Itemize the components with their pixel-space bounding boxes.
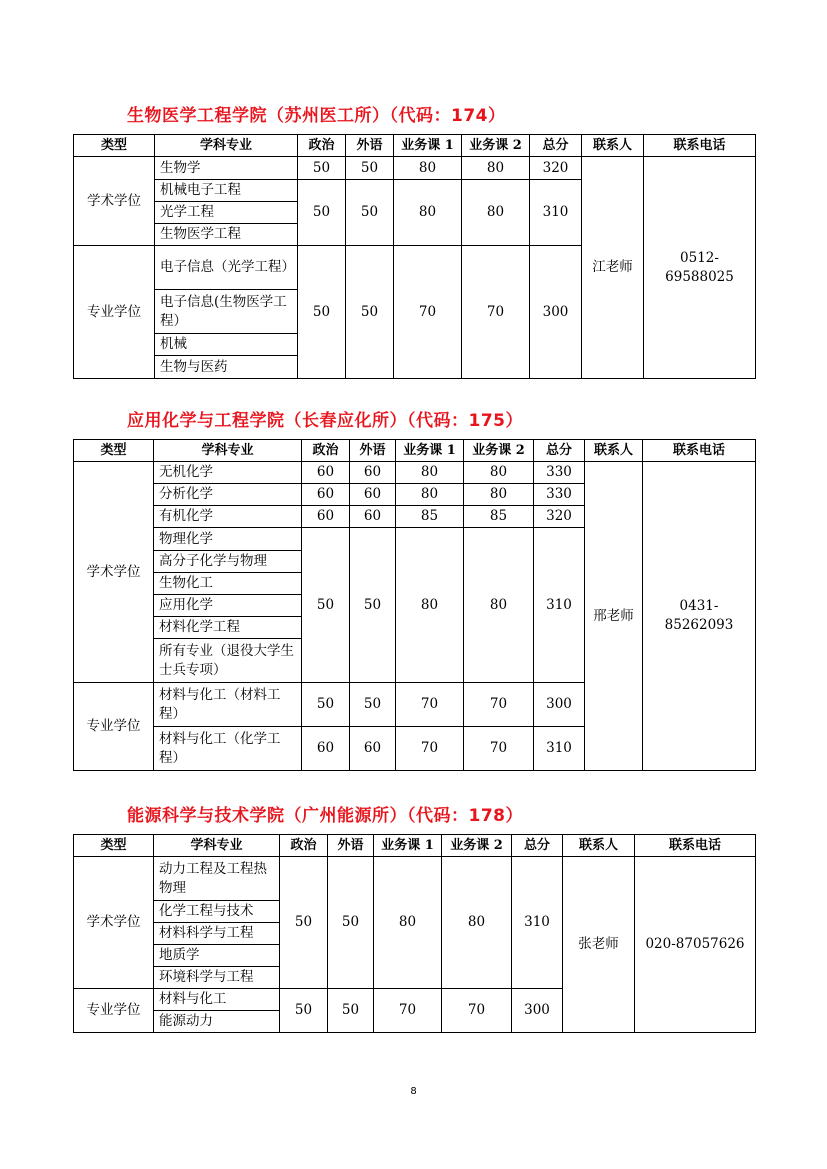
header-contact: 联系人 bbox=[563, 835, 635, 857]
score-course2: 80 bbox=[464, 528, 534, 683]
major-cell: 生物学 bbox=[155, 157, 298, 180]
header-type: 类型 bbox=[74, 440, 154, 462]
score-course2: 80 bbox=[462, 180, 530, 246]
major-cell: 能源动力 bbox=[154, 1011, 280, 1033]
header-contact: 联系人 bbox=[585, 440, 643, 462]
header-major: 学科专业 bbox=[155, 135, 298, 157]
major-cell: 化学工程与技术 bbox=[154, 901, 280, 923]
header-politics: 政治 bbox=[280, 835, 328, 857]
score-course1: 80 bbox=[396, 528, 464, 683]
score-course2: 80 bbox=[442, 857, 512, 989]
section-title-175: 应用化学与工程学院（长春应化所）（代码：175） bbox=[127, 411, 523, 431]
score-total: 330 bbox=[534, 484, 585, 506]
section-title-174: 生物医学工程学院（苏州医工所）（代码：174） bbox=[127, 106, 506, 126]
score-language: 50 bbox=[350, 683, 396, 727]
contact-phone-cell: 020-87057626 bbox=[635, 857, 756, 1033]
score-total: 300 bbox=[534, 683, 585, 727]
score-course2: 80 bbox=[464, 484, 534, 506]
header-total: 总分 bbox=[534, 440, 585, 462]
contact-person-cell: 江老师 bbox=[582, 157, 644, 379]
degree-type-cell: 专业学位 bbox=[74, 246, 155, 379]
header-course1: 业务课 1 bbox=[374, 835, 442, 857]
score-politics: 50 bbox=[298, 180, 346, 246]
score-total: 310 bbox=[530, 180, 582, 246]
score-total: 300 bbox=[512, 989, 563, 1033]
score-politics: 50 bbox=[298, 246, 346, 379]
score-course2: 85 bbox=[464, 506, 534, 528]
major-cell: 材料与化工（材料工程） bbox=[154, 683, 302, 727]
major-cell: 材料科学与工程 bbox=[154, 923, 280, 945]
header-language: 外语 bbox=[350, 440, 396, 462]
header-phone: 联系电话 bbox=[643, 440, 756, 462]
header-type: 类型 bbox=[74, 835, 154, 857]
major-cell: 动力工程及工程热物理 bbox=[154, 857, 280, 901]
major-cell: 机械 bbox=[155, 334, 298, 356]
major-cell: 有机化学 bbox=[154, 506, 302, 528]
header-total: 总分 bbox=[530, 135, 582, 157]
score-course1: 80 bbox=[396, 484, 464, 506]
score-total: 310 bbox=[512, 857, 563, 989]
table-header-row bbox=[74, 835, 756, 857]
score-total: 300 bbox=[530, 246, 582, 379]
score-course1: 80 bbox=[394, 157, 462, 180]
header-course1: 业务课 1 bbox=[396, 440, 464, 462]
score-language: 50 bbox=[346, 180, 394, 246]
score-language: 50 bbox=[350, 528, 396, 683]
score-total: 330 bbox=[534, 462, 585, 484]
score-course1: 70 bbox=[396, 683, 464, 727]
major-cell: 材料与化工 bbox=[154, 989, 280, 1011]
header-course2: 业务课 2 bbox=[462, 135, 530, 157]
contact-person-cell: 邢老师 bbox=[585, 462, 643, 771]
score-language: 50 bbox=[346, 246, 394, 379]
score-politics: 50 bbox=[302, 683, 350, 727]
score-politics: 60 bbox=[302, 727, 350, 771]
score-course2: 70 bbox=[464, 727, 534, 771]
score-language: 60 bbox=[350, 462, 396, 484]
score-course1: 85 bbox=[396, 506, 464, 528]
score-total: 320 bbox=[534, 506, 585, 528]
degree-type-cell: 学术学位 bbox=[74, 857, 154, 989]
score-course1: 80 bbox=[394, 180, 462, 246]
header-major: 学科专业 bbox=[154, 835, 280, 857]
major-cell: 光学工程 bbox=[155, 202, 298, 224]
table-row bbox=[74, 462, 756, 484]
score-politics: 60 bbox=[302, 484, 350, 506]
admission-table-174 bbox=[73, 134, 756, 379]
score-language: 50 bbox=[346, 157, 394, 180]
major-cell: 电子信息（光学工程） bbox=[155, 246, 298, 290]
score-course1: 80 bbox=[374, 857, 442, 989]
score-politics: 50 bbox=[298, 157, 346, 180]
major-cell: 应用化学 bbox=[154, 595, 302, 617]
score-total: 320 bbox=[530, 157, 582, 180]
contact-phone-cell: 0512-69588025 bbox=[644, 157, 756, 379]
score-politics: 50 bbox=[302, 528, 350, 683]
major-cell: 材料与化工（化学工程） bbox=[154, 727, 302, 771]
score-language: 60 bbox=[350, 727, 396, 771]
header-total: 总分 bbox=[512, 835, 563, 857]
major-cell: 物理化学 bbox=[154, 528, 302, 551]
major-cell: 地质学 bbox=[154, 945, 280, 967]
major-cell: 高分子化学与物理 bbox=[154, 551, 302, 573]
table-row bbox=[74, 157, 756, 180]
score-language: 60 bbox=[350, 484, 396, 506]
degree-type-cell: 学术学位 bbox=[74, 157, 155, 246]
major-cell: 生物与医药 bbox=[155, 356, 298, 379]
admission-table-175 bbox=[73, 439, 756, 771]
table-header-row bbox=[74, 440, 756, 462]
major-cell: 所有专业（退役大学生士兵专项） bbox=[154, 639, 302, 683]
major-cell: 材料化学工程 bbox=[154, 617, 302, 639]
header-course2: 业务课 2 bbox=[442, 835, 512, 857]
score-course2: 80 bbox=[464, 462, 534, 484]
contact-phone-cell: 0431-85262093 bbox=[643, 462, 756, 771]
header-phone: 联系电话 bbox=[644, 135, 756, 157]
header-major: 学科专业 bbox=[154, 440, 302, 462]
table-row bbox=[74, 857, 756, 901]
score-politics: 50 bbox=[280, 857, 328, 989]
score-total: 310 bbox=[534, 727, 585, 771]
degree-type-cell: 学术学位 bbox=[74, 462, 154, 683]
score-course2: 70 bbox=[462, 246, 530, 379]
major-cell: 生物化工 bbox=[154, 573, 302, 595]
score-course1: 80 bbox=[396, 462, 464, 484]
header-language: 外语 bbox=[346, 135, 394, 157]
score-course1: 70 bbox=[394, 246, 462, 379]
score-politics: 60 bbox=[302, 506, 350, 528]
score-language: 60 bbox=[350, 506, 396, 528]
major-cell: 电子信息(生物医学工程） bbox=[155, 290, 298, 334]
table-header-row bbox=[74, 135, 756, 157]
score-course2: 70 bbox=[442, 989, 512, 1033]
header-phone: 联系电话 bbox=[635, 835, 756, 857]
page-number: 8 bbox=[410, 1086, 417, 1097]
score-course1: 70 bbox=[374, 989, 442, 1033]
degree-type-cell: 专业学位 bbox=[74, 683, 154, 771]
score-course1: 70 bbox=[396, 727, 464, 771]
header-politics: 政治 bbox=[298, 135, 346, 157]
major-cell: 机械电子工程 bbox=[155, 180, 298, 202]
score-language: 50 bbox=[328, 989, 374, 1033]
score-politics: 50 bbox=[280, 989, 328, 1033]
header-course2: 业务课 2 bbox=[464, 440, 534, 462]
header-type: 类型 bbox=[74, 135, 155, 157]
major-cell: 生物医学工程 bbox=[155, 224, 298, 246]
header-contact: 联系人 bbox=[582, 135, 644, 157]
header-politics: 政治 bbox=[302, 440, 350, 462]
score-course2: 70 bbox=[464, 683, 534, 727]
score-course2: 80 bbox=[462, 157, 530, 180]
major-cell: 环境科学与工程 bbox=[154, 967, 280, 989]
major-cell: 无机化学 bbox=[154, 462, 302, 484]
major-cell: 分析化学 bbox=[154, 484, 302, 506]
section-title-178: 能源科学与技术学院（广州能源所）（代码：178） bbox=[127, 806, 523, 826]
score-politics: 60 bbox=[302, 462, 350, 484]
header-course1: 业务课 1 bbox=[394, 135, 462, 157]
contact-person-cell: 张老师 bbox=[563, 857, 635, 1033]
score-total: 310 bbox=[534, 528, 585, 683]
header-language: 外语 bbox=[328, 835, 374, 857]
degree-type-cell: 专业学位 bbox=[74, 989, 154, 1033]
admission-table-178 bbox=[73, 834, 756, 1033]
score-language: 50 bbox=[328, 857, 374, 989]
